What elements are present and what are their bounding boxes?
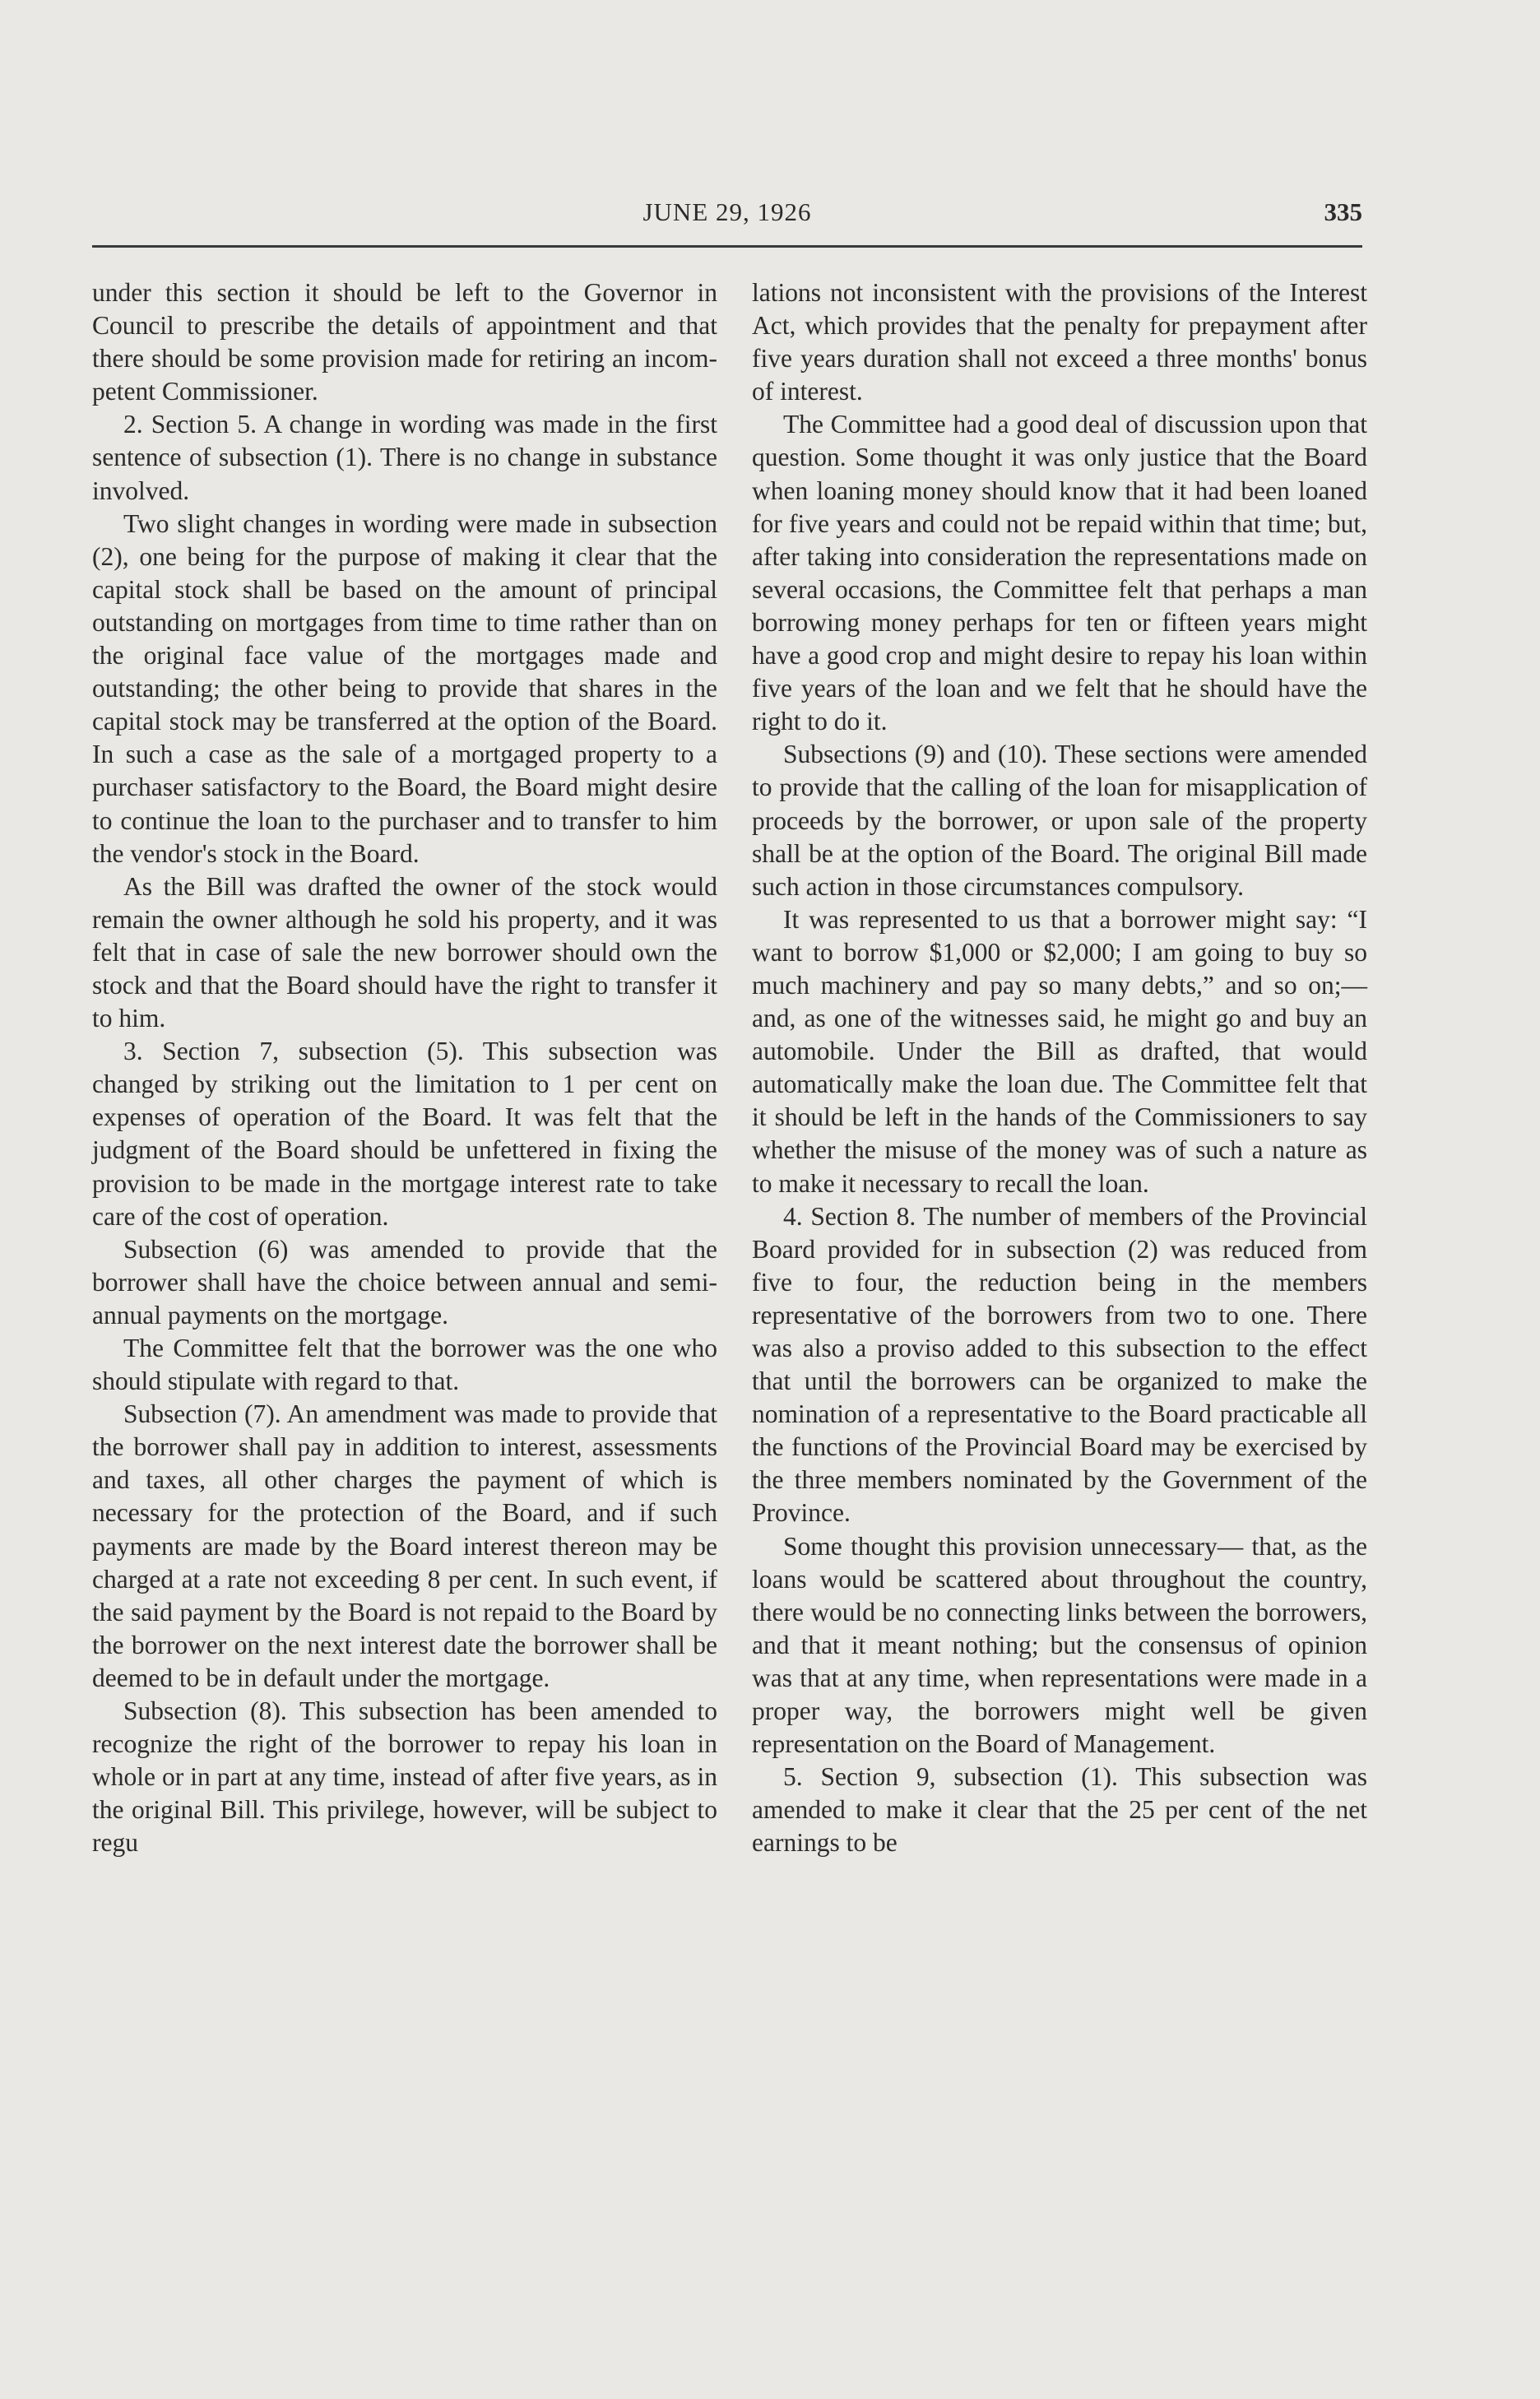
paragraph: Subsection (8). This subsection has been amended to recognize the right of the borrower to repay his loan in whole or in part at any time, instead of after five years, as in the original Bill. This privilege, however, will be subject to regu [92, 1696, 717, 1858]
paragraph: As the Bill was drafted the owner of the stock would remain the owner although he sold his property, and it was felt that in case of sale the new borrower should own the stock and that the Board should have the right to transfer it to him. [92, 871, 717, 1033]
running-head: JUNE 29, 1926 [642, 197, 812, 226]
paragraph: Subsection (7). An amendment was made to provide that the borrower shall pay in addition to interest, assessments and taxes, all other charges the payment of which is necessary for the protection of the Board, and if such payments are made by the Board interest thereon may be charged at a rate not exceeding 8 per cent. In such event, if the said payment by the Board is not repaid to the Board by the borrower on the next interest date the borrower shall be deemed to be in default under the mortgage. [92, 1399, 717, 1692]
paragraph: It was represented to us that a borrower might say: “I want to borrow $1,000 or $2,000; I am going to buy so much machinery and pay so many debts,” and so on;—and, as one of the witnesses said, he might go and buy an automobile. Under the Bill as drafted, that would automatically make the loan due. The Committee felt that it should be left in the hands of the Commissioners to say whether the misuse of the money was of such a nature as to make it necessary to recall the loan. [752, 904, 1367, 1198]
paragraph: The Committee had a good deal of discussion upon that question. Some thought it was only justice that the Board when loaning money should know that it had been loaned for five years and could not be repaid within that time; but, after taking into consideration the representations made on several occasions, the Committee felt that perhaps a man borrowing money perhaps for ten or fifteen years might have a good crop and might desire to repay his loan within five years of the loan and we felt that he should have the right to do it. [752, 410, 1367, 736]
paragraph: Subsections (9) and (10). These sections were amended to provide that the calling of the loan for misapplication of proceeds by the borrower, or upon sale of the property shall be at the option of the Board. The original Bill made such action in those circumstances compulsory. [752, 740, 1367, 901]
right-column [752, 276, 1367, 1860]
paragraph: under this section it should be left to the Governor in Council to prescribe the details of appointment and that there should be some provision made for retiring an incompetent Commissioner. [92, 278, 717, 406]
header-rule [92, 245, 1362, 248]
paragraph: lations not inconsistent with the provisions of the Interest Act, which provides that the penalty for prepayment after five years duration shall not exceed a three months' bonus of interest. [752, 278, 1367, 406]
paragraph: Subsection (6) was amended to provide that the borrower shall have the choice between annual and semi-annual payments on the mortgage. [92, 1234, 717, 1329]
paragraph: 5. Section 9, subsection (1). This subsection was amended to make it clear that the 25 per cent of the net earnings to be [752, 1762, 1367, 1858]
left-column [92, 276, 717, 1860]
paragraph: Some thought this provision unnecessary— that, as the loans would be scattered about throughout the country, there would be no connecting links between the borrowers, and that it meant nothing; but the consensus of opinion was that at any time, when representations were made in a proper way, the borrowers might well be given representation on the Board of Management. [752, 1531, 1367, 1759]
paragraph: 2. Section 5. A change in wording was made in the first sentence of subsection (1). There is no change in substance involved. [92, 410, 717, 505]
page-header [92, 191, 1362, 240]
paragraph: 4. Section 8. The number of members of the Provincial Board provided for in subsection (2) was reduced from five to four, the reduction being in the members representative of the borrowers from two to one. There was also a proviso added to this subsection to the effect that until the borrowers can be organized to make the nomination of a representative to the Board practicable all the functions of the Provincial Board may be exercised by the three members nominated by the Government of the Province. [752, 1201, 1367, 1528]
paragraph: The Committee felt that the borrower was the one who should stipulate with regard to that. [92, 1334, 717, 1396]
paragraph: Two slight changes in wording were made in subsection (2), one being for the purpose of making it clear that the capital stock shall be based on the amount of principal outstanding on mortgages from time to time rather than on the original face value of the mortgages made and outstanding; the other being to provide that shares in the capital stock may be transferred at the option of the Board. In such a case as the sale of a mortgaged property to a purchaser satisfactory to the Board, the Board might desire to continue the loan to the purchaser and to transfer to him the vendor's stock in the Board. [92, 508, 717, 868]
paragraph: 3. Section 7, subsection (5). This subsection was changed by striking out the limitation to 1 per cent on expenses of operation of the Board. It was felt that the judgment of the Board should be unfettered in fixing the provision to be made in the mortgage interest rate to take care of the cost of operation. [92, 1037, 717, 1231]
page-number: 335 [1324, 197, 1362, 226]
